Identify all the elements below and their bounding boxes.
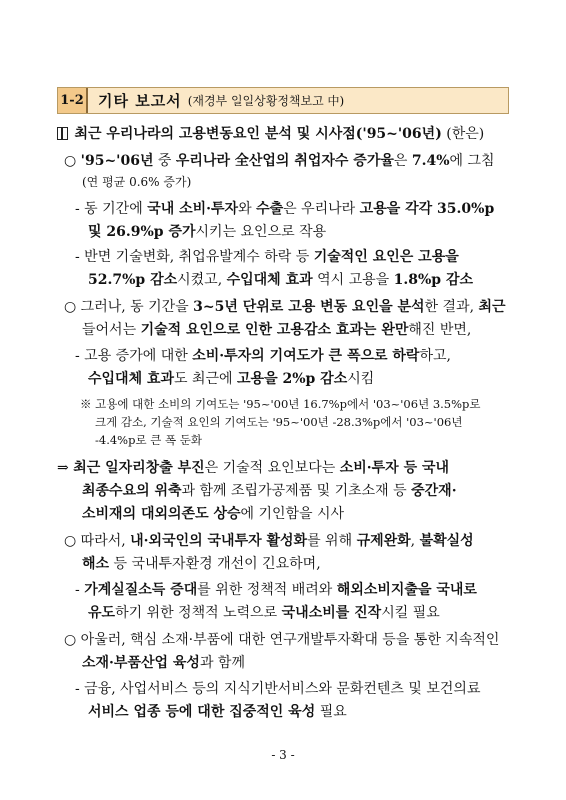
text-bold: 국내소비를 진작 [281, 605, 382, 621]
text: 를 위해 [307, 533, 353, 549]
text: 하고, [419, 348, 451, 364]
policy-dash-line-2: - 금융, 사업서비스 등의 지식기반서비스와 문화컨텐츠 및 보건의료 [75, 681, 481, 697]
text-bold: 최근 [478, 299, 506, 315]
text: 역시 고용을 [317, 272, 390, 288]
text: 들어서는 [82, 322, 137, 338]
text-bold: 고용을 각각 35.0%p [359, 201, 495, 217]
text: 은 기술적 요인보다는 [204, 460, 336, 476]
dash-line-3-cont [88, 369, 374, 389]
bullet-line-1 [64, 151, 495, 171]
text-bold: 소비·투자의 기여도가 큰 폭으로 하락 [192, 348, 420, 364]
text: 해진 반면, [408, 322, 472, 338]
text: 은 [393, 153, 408, 169]
text-bold: 소비재의 대외의존도 상승 [82, 506, 241, 522]
text: 와 [238, 201, 252, 217]
text-bold: 우리나라 全산업의 취업자수 증가율 [175, 153, 394, 169]
text: 은 우리나라 [283, 201, 356, 217]
text-bold: 최근 일자리창출 부진 [73, 460, 205, 476]
text-bold: 규제완화 [356, 533, 411, 549]
text-bold: 고용을 2%p 감소 [237, 371, 348, 387]
policy-line-3: ○ 아울러, 핵심 소재·부품에 대한 연구개발투자확대 등을 통한 지속적인 [64, 632, 500, 648]
policy-dash-line-1-cont [88, 603, 440, 623]
text: 에 기인함을 시사 [240, 506, 345, 522]
text-bold: 내·외국인의 국내투자 활성화 [130, 533, 308, 549]
text-bold: 기술적 요인으로 인한 고용감소 효과는 완만 [140, 322, 409, 338]
text: 중 [157, 153, 172, 169]
section-title-line [57, 124, 484, 144]
section-title-suffix: (한은) [446, 126, 485, 142]
note-line-3: -4.4%p로 큰 폭 둔화 [95, 433, 202, 447]
implication-line-2 [82, 481, 457, 501]
text: 에 그침 [449, 153, 495, 169]
policy-dash-line-2-cont [88, 702, 347, 722]
text-bold: 52.7%p 감소 [88, 272, 178, 288]
text: 시킬 필요 [381, 605, 440, 621]
text-bold: 중간재· [411, 483, 457, 499]
text-bold: 서비스 업종 등에 대한 집중적인 육성 [88, 704, 316, 720]
implication-line-3 [82, 504, 344, 524]
text: 시켰고, [177, 272, 223, 288]
policy-line-2 [82, 554, 321, 574]
dash-line-3 [75, 346, 451, 366]
text-bold: 및 26.9%p 증가 [88, 224, 196, 240]
text: - 반면 기술변화, 취업유발계수 하락 등 [75, 249, 310, 265]
dash-line-1-cont [88, 222, 326, 242]
text: 도 최근에 [174, 371, 233, 387]
policy-dash-line-1 [75, 580, 477, 600]
arrow-icon: ⇒ [57, 460, 69, 476]
bullet-line-2-cont [82, 320, 471, 340]
text: 를 위한 정책적 배려와 [197, 582, 333, 598]
text: 등 국내투자환경 개선이 긴요하며, [113, 556, 321, 572]
text-bold: 7.4% [411, 153, 450, 169]
text: 한 결과, [424, 299, 475, 315]
header-number: 1-2 [58, 88, 88, 113]
text: - 고용 증가에 대한 [75, 348, 188, 364]
text: 과 함께 조립가공제품 및 기초소재 등 [181, 483, 407, 499]
bullet-marker: ○ [64, 153, 77, 169]
text-bold: 1.8%p 감소 [393, 272, 473, 288]
text-bold: 수입대체 효과 [226, 272, 313, 288]
policy-line-1 [64, 531, 474, 551]
text: 하기 위한 정책적 노력으로 [115, 605, 278, 621]
text-bold: 기술적인 요인은 고용을 [313, 249, 459, 265]
text-bold: 유도 [88, 605, 116, 621]
text-bold: 소비·투자 등 국내 [339, 460, 450, 476]
text-bold: 가계실질소득 증대 [84, 582, 198, 598]
text-bold: 3~5년 단위로 고용 변동 요인을 분석 [193, 299, 425, 315]
text-bold: 수입대체 효과 [88, 371, 175, 387]
text-bold: 국내 소비·투자 [147, 201, 239, 217]
text-bold: 해소 [82, 556, 110, 572]
header-subtitle: (재경부 일일상황정책보고 中) [187, 94, 345, 108]
dash-line-2-cont [88, 270, 473, 290]
text: ○ 그러나, 동 기간을 [64, 299, 189, 315]
implication-line-1 [57, 458, 449, 478]
bullet-line-2 [64, 297, 506, 317]
note-line-1: ※ 고용에 대한 소비의 기여도는 '95~'00년 16.7%p에서 '03~'06년 3.5%p로 [80, 397, 481, 411]
text: - 동 기간에 [75, 201, 143, 217]
dash-line-2 [75, 247, 459, 267]
text: , [410, 533, 416, 549]
text: 시키는 요인으로 작용 [195, 224, 327, 240]
text-bold: 소재·부품산업 육성 [82, 655, 200, 671]
text: ○ 따라서, [64, 533, 126, 549]
text: 과 함께 [199, 655, 245, 671]
text: - [75, 582, 80, 598]
policy-line-3-cont [82, 653, 245, 673]
section-marker-icon [57, 127, 68, 140]
section-title: 최근 우리나라의 고용변동요인 분석 및 시사점('95~'06년) [74, 126, 442, 142]
text-bold: 해외소비지출을 국내로 [336, 582, 477, 598]
text: 필요 [319, 704, 347, 720]
text: 시킴 [347, 371, 375, 387]
section-header-box [57, 87, 509, 114]
note-line-2: 크게 감소, 기술적 요인의 기여도는 '95~'00년 -28.3%p에서 '03~'06년 [95, 415, 463, 429]
text-bold: 수출 [256, 201, 284, 217]
page-number: - 3 - [271, 748, 295, 762]
bullet-line-1-note: (연 평균 0.6% 증가) [82, 175, 192, 189]
text-bold: 최종수요의 위축 [82, 483, 182, 499]
dash-line-1 [75, 199, 494, 219]
text-bold: 불확실성 [419, 533, 474, 549]
header-title: 기타 보고서 [98, 92, 182, 110]
text-bold: '95~'06년 [80, 153, 154, 169]
